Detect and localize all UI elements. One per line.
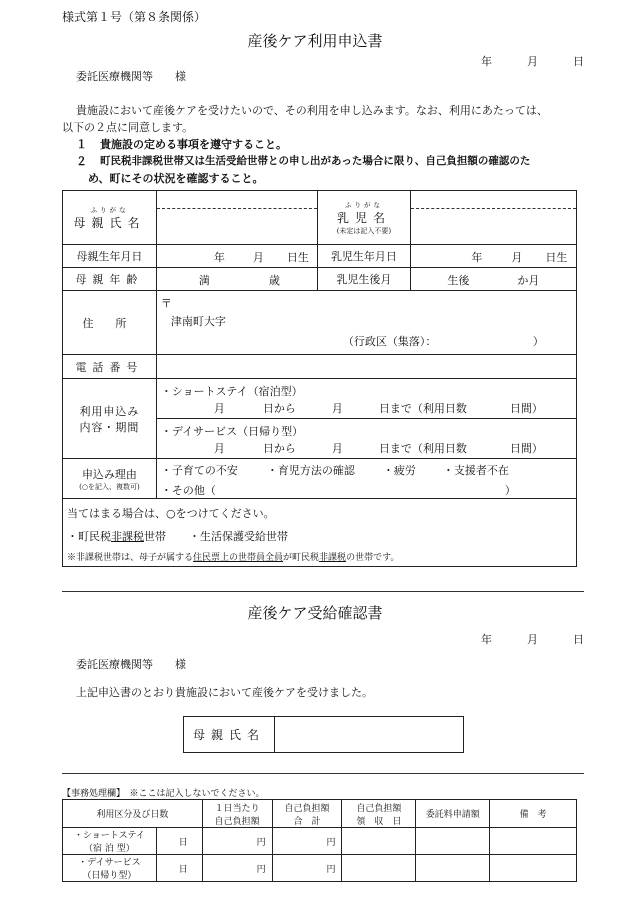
agree2-num: ２	[76, 155, 87, 168]
mother-dob-field[interactable]	[156, 245, 317, 268]
reason-other[interactable]: ・その他（	[160, 484, 216, 497]
household-row	[63, 499, 577, 567]
office-row-short-stay	[63, 828, 577, 855]
section-divider	[62, 591, 584, 592]
office-table	[62, 799, 577, 882]
row1-total: 円	[272, 828, 342, 855]
col-daily	[202, 800, 272, 828]
col-daily-2: 自己負担額	[214, 816, 260, 827]
age-row	[63, 268, 577, 291]
reason-other-close: ）	[504, 484, 516, 497]
phone-row	[63, 355, 577, 379]
fn-p3: の世帯です。	[346, 553, 400, 563]
footnote	[67, 550, 399, 563]
furigana-label: ふりがな	[90, 205, 129, 214]
infant-dob-label: 乳児生年月日	[317, 245, 411, 268]
row1-receipt	[342, 828, 416, 855]
tax-exempt-option[interactable]	[67, 528, 166, 544]
agree2-line2: め、町にその状況を確認すること。	[88, 172, 264, 185]
col-fee: 委託料申請額	[416, 800, 490, 828]
kagetsu: か月	[517, 274, 540, 287]
office-header-row	[63, 800, 577, 828]
district-label: （行政区（集落）：	[342, 335, 437, 348]
row2-remarks	[490, 855, 577, 882]
infant-name-label-cell	[317, 191, 411, 245]
postal-mark: 〒	[160, 297, 172, 310]
dob-birth: 日生	[286, 251, 309, 264]
form-number: 様式第１号（第８条関係）	[62, 10, 207, 24]
ds-from: 日から	[262, 442, 296, 455]
reason-label: 申込み理由	[81, 467, 137, 481]
row2-fee	[416, 855, 490, 882]
office-header: 【事務処理欄】 ※ここは記入しないでください。	[62, 789, 265, 799]
agree1-text: 貴施設の定める事項を遵守すること。	[100, 138, 287, 151]
application-title: 産後ケア利用申込書	[247, 32, 383, 50]
dob-row	[63, 245, 577, 268]
col-daily-1: １日当たり	[214, 803, 260, 814]
name-row	[63, 191, 577, 245]
fn-u1: 住民票上の世帯員全員	[193, 553, 284, 563]
infant-name-note: (未定は記入不要)	[336, 226, 392, 235]
conf-date-day: 日	[573, 633, 584, 646]
phone-field[interactable]	[156, 355, 576, 379]
dob-month: 月	[252, 251, 264, 264]
seigo: 生後	[447, 274, 470, 287]
ss-days: 日間）	[509, 402, 543, 415]
infant-months-label: 乳児生後月	[317, 268, 411, 291]
ss-month: 月	[213, 402, 225, 415]
fn-u2: 非課税	[319, 553, 347, 563]
tax-exempt-suffix: 世帯	[144, 530, 166, 543]
age-man: 満	[198, 274, 210, 287]
reason-note: (○を記入、複数可)	[79, 482, 140, 491]
address-row	[63, 291, 577, 355]
ds-month2: 月	[331, 442, 343, 455]
usage-label-cell	[63, 379, 157, 459]
reason-anxiety[interactable]: ・子育ての不安	[160, 464, 238, 477]
usage-label-line1: 利用申込み	[79, 404, 140, 418]
confirmation-title: 産後ケア受給確認書	[247, 604, 383, 622]
row2-l2: （日帰り型）	[82, 871, 137, 881]
app-date-day: 日	[573, 55, 584, 68]
row2-l1: ・デイサービス	[78, 858, 141, 868]
address-field[interactable]	[156, 291, 576, 355]
col-remarks: 備 考	[490, 800, 577, 828]
welfare-option[interactable]: ・生活保護受給世帯	[189, 530, 288, 543]
reason-row	[63, 459, 577, 499]
mother-name-field[interactable]	[156, 191, 317, 245]
ss-month2: 月	[331, 402, 343, 415]
row1-remarks	[490, 828, 577, 855]
reason-field[interactable]	[156, 459, 576, 499]
tax-exempt-u: 非課税	[111, 530, 144, 543]
short-stay-field[interactable]	[156, 379, 576, 419]
row2-days: 日	[156, 855, 202, 882]
short-stay-label: ・ショートステイ（宿泊型）	[160, 385, 303, 398]
conf-mother-name-field[interactable]	[275, 717, 464, 753]
infant-name-field[interactable]	[411, 191, 577, 245]
conf-statement: 上記申込書のとおり貴施設において産後ケアを受けました。	[76, 686, 373, 699]
agree2-line1: 町民税非課税世帯又は生活受給世帯との申し出があった場合に限り、自己負担額の確認のた	[100, 155, 531, 167]
row1-days: 日	[156, 828, 202, 855]
intro-line1: 貴施設において産後ケアを受けたいので、その利用を申し込みます。なお、利用にあたっては、	[76, 104, 548, 117]
conf-recipient: 委託医療機関等 様	[76, 658, 186, 671]
col-receipt-1: 自己負担額	[356, 803, 402, 814]
reason-childcare[interactable]: ・育児方法の確認	[266, 464, 355, 477]
row2-receipt	[342, 855, 416, 882]
infant-months-field[interactable]	[411, 268, 577, 291]
ss-from: 日から	[262, 402, 296, 415]
row1-l1: ・ショートステイ	[73, 831, 145, 841]
fn-p2: が町民税	[283, 553, 320, 563]
app-date-month: 月	[527, 55, 538, 68]
phone-label: 電話番号	[63, 355, 157, 379]
mother-age-label: 母親年齢	[63, 268, 157, 291]
mother-age-field[interactable]	[156, 268, 317, 291]
address-label: 住所	[63, 291, 157, 355]
row2-label	[63, 855, 157, 882]
col-total-1: 自己負担額	[284, 803, 330, 814]
reason-fatigue[interactable]: ・疲労	[382, 464, 416, 477]
conf-name-table	[183, 716, 464, 753]
office-row-day-service	[63, 855, 577, 882]
tax-exempt-prefix: ・町民税	[67, 530, 111, 543]
col-usage: 利用区分及び日数	[63, 800, 203, 828]
row1-label	[63, 828, 157, 855]
row2-total: 円	[272, 855, 342, 882]
household-field	[63, 499, 577, 567]
row1-l2: （宿 泊 型）	[84, 844, 135, 854]
mother-name-label: 母親氏名	[73, 215, 146, 230]
agree1-num: １	[76, 138, 87, 151]
age-sai: 歳	[268, 274, 280, 287]
application-table	[62, 190, 577, 567]
office-divider	[62, 773, 584, 774]
ds-until: 日まで（利用日数	[378, 442, 467, 455]
reason-label-cell	[63, 459, 157, 499]
infant-dob-birth: 日生	[545, 251, 568, 264]
col-total	[272, 800, 342, 828]
day-service-field[interactable]	[156, 419, 576, 459]
app-date-year: 年	[481, 55, 492, 68]
infant-name-label: 乳児名	[336, 210, 391, 225]
town-name: 津南町大字	[170, 315, 226, 328]
furigana-label-infant: ふりがな	[344, 200, 383, 209]
row2-daily: 円	[202, 855, 272, 882]
row1-fee	[416, 828, 490, 855]
col-total-2: 合 計	[293, 816, 321, 827]
dob-year: 年	[213, 251, 225, 264]
infant-dob-month: 月	[511, 251, 523, 264]
conf-date-month: 月	[527, 633, 538, 646]
ds-month: 月	[213, 442, 225, 455]
ds-days: 日間）	[509, 442, 543, 455]
day-service-label: ・デイサービス（日帰り型）	[160, 425, 304, 438]
circle-note: 当てはまる場合は、○をつけてください。	[67, 507, 275, 520]
infant-dob-field[interactable]	[411, 245, 577, 268]
conf-date-year: 年	[481, 633, 492, 646]
intro-line2: 以下の２点に同意します。	[62, 121, 194, 134]
row1-daily: 円	[202, 828, 272, 855]
usage-label-line2: 内容・期間	[79, 420, 140, 434]
mother-dob-label: 母親生年月日	[63, 245, 157, 268]
district-close: ）	[532, 335, 544, 348]
conf-mother-name-label: 母親氏名	[184, 717, 275, 753]
mother-name-label-cell	[63, 191, 157, 245]
col-receipt	[342, 800, 416, 828]
col-receipt-2: 領 収 日	[356, 816, 402, 827]
reason-no-support[interactable]: ・支援者不在	[442, 464, 509, 477]
app-recipient: 委託医療機関等 様	[76, 70, 186, 83]
fn-p1: ※非課税世帯は、母子が属する	[67, 553, 194, 563]
infant-dob-year: 年	[471, 251, 483, 264]
ss-until: 日まで（利用日数	[378, 402, 467, 415]
short-stay-row	[63, 379, 577, 419]
